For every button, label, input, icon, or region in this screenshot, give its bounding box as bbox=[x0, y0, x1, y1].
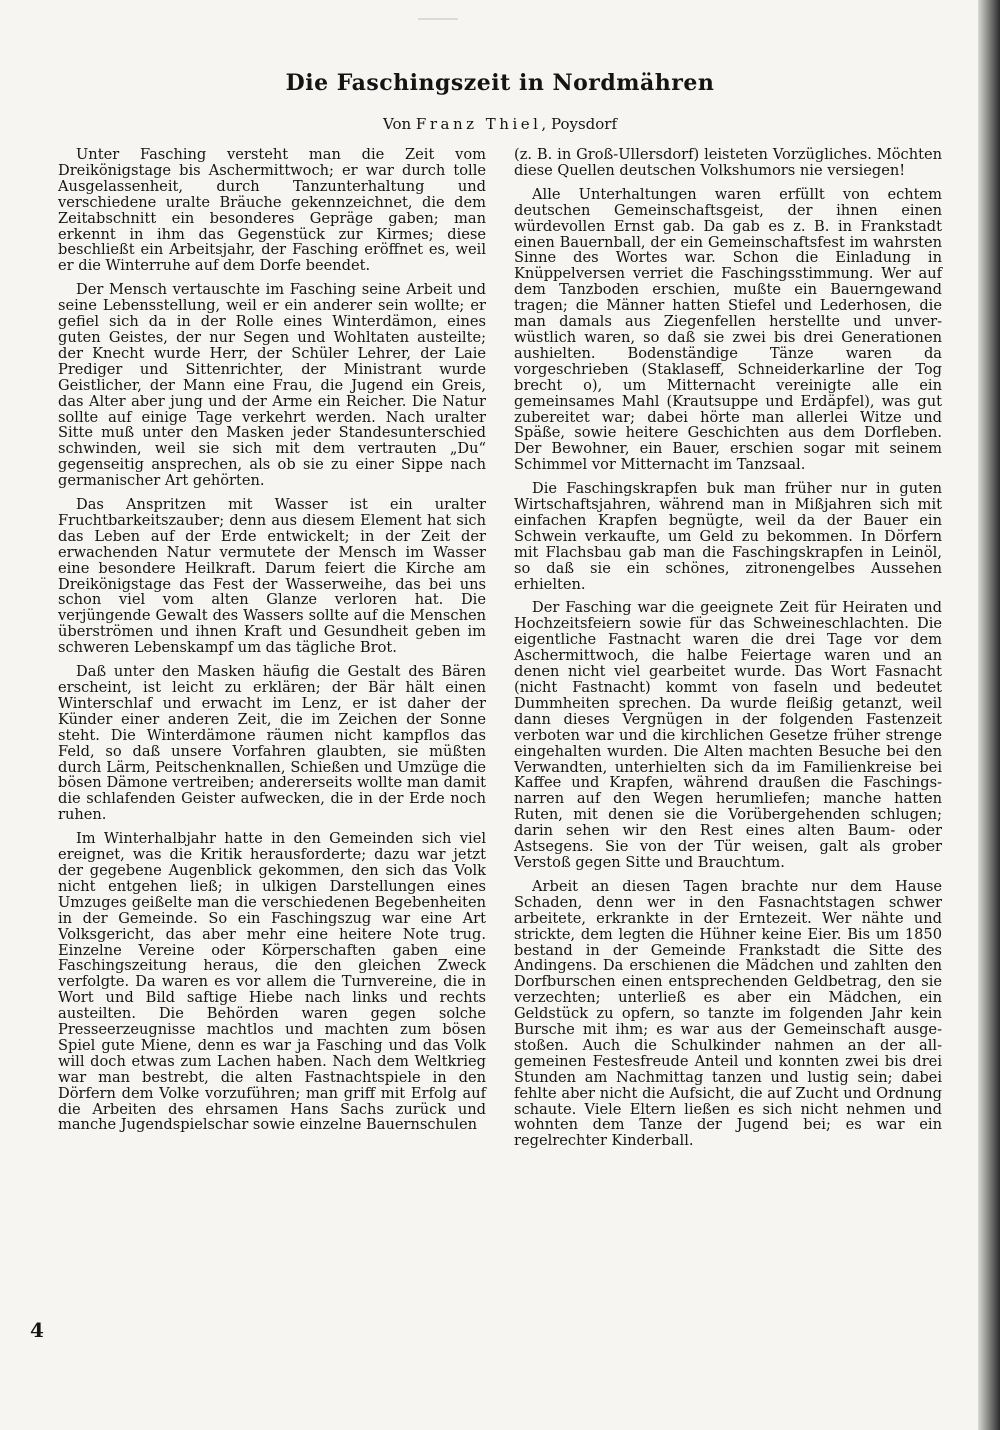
paragraph: Die Faschingskrapfen buk man früher nur in guten Wirtschaftsjahren, während man in Mißjahren sich mit einfachen Krapfen begnügte, weil da der Bauer ein Schwein verkaufte, um Geld zu bekommen. In Dörfern mit Flachsbau gab man die Faschingskrapfen in Leinöl, so daß sie ein schönes, zitronengelbes Aussehen erhielten. bbox=[514, 480, 942, 593]
paragraph: Unter Fasching versteht man die Zeit vom Dreikönigstage bis Aschermittwoch; er war durch tolle Ausgelassenheit, durch Tanzunterhaltung und verschiedene uralte Bräuche gekennzeichnet, die dem Zeitabschnitt ein besonderes Gepräge gaben; man erkennt in ihm das Gegenstück zur Kirmes; diese beschließt ein Arbeitsjahr, der Fasching eröffnet es, weil er die Winterruhe auf dem Dorfe beendet. bbox=[58, 146, 486, 275]
paragraph-continued: (z. B. in Groß-Ullersdorf) leisteten Vorzügliches. Möchten diese Quellen deutschen Volkshumors nie versiegen! bbox=[514, 146, 942, 179]
author-location: , Poysdorf bbox=[541, 115, 618, 133]
left-column bbox=[58, 147, 486, 1141]
author-name: Franz Thiel bbox=[415, 115, 542, 133]
faded-stamp bbox=[418, 18, 458, 40]
page-edge-shadow bbox=[978, 0, 1000, 1430]
byline bbox=[0, 115, 1000, 133]
paragraph: Arbeit an diesen Tagen brachte nur dem Hause Schaden, denn wer in den Fasnachtstagen schwer arbeitete, erkrankte in der Erntezeit. Wer nähte und strickte, dem legten die Hühner keine Eier. Bis um 1850 bestand in der Gemeinde Frankstadt die Sitte des Andingens. Da erschienen die Mädchen und zahlten den Dorfburschen einen entsprechenden Geldbetrag, den sie verzechten; unterließ es aber ein Mädchen, ein Geldstück zu opfern, so tanzte im folgenden Jahr kein Bursche mit ihm; es war aus der Gemeinschaft ausgestoßen. Auch die Schulkinder nahmen an der allgemeinen Festesfreude Anteil und konnten zwei bis drei Stunden am Nachmittag tanzen und lustig sein; dabei fehlte aber nicht die Aufsicht, die auf Zucht und Ordnung schaute. Viele Eltern ließen es sich nicht nehmen und wohnten dem Tanze der Jugend bei; es war ein regelrechter Kinderball. bbox=[514, 877, 942, 1150]
paragraph: Der Fasching war die geeignete Zeit für Heiraten und Hochzeitsfeiern sowie für das Schweineschlachten. Die eigentliche Fastnacht waren die drei Tage vor dem Aschermittwoch, die halbe Feiertage waren und an denen nicht viel gearbeitet wurde. Das Wort Fasnacht (nicht Fastnacht) kommt von faseln und bedeutet Dummheiten sprechen. Da wurde fleißig getanzt, weil dann dieses Vergnügen in der folgenden Fastenzeit verboten war und die kirchlichen Gesetze früher strenge eingehalten wurden. Die Alten machten Besuche bei den Verwandten, unterhielten sich da im Familienkreise bei Kaffee und Krapfen, während draußen die Faschingsnarren auf den Wegen herumliefen; manche hatten Ruten, mit denen sie die Vorübergehenden schlugen; darin sehen wir den Rest eines alten Baum- oder Astsegens. Sie von der Tür weisen, galt als grober Verstoß gegen Sitte und Brauchtum. bbox=[514, 599, 942, 871]
paragraph: Alle Unterhaltungen waren erfüllt von echtem deutschen Gemeinschaftsgeist, der ihnen einen würdevollen Ernst gab. Da gab es z. B. in Frankstadt einen Bauernball, der ein Gemeinschaftsfest im wahrsten Sinne des Wortes war. Schon die Einladung in Knüppelversen verriet die Faschingsstimmung. Wer auf dem Tanzboden erschien, mußte ein Bauerngewand tragen; die Männer hatten Stiefel und Lederhosen, die man damals aus Ziegenfellen herstellte und unverwüstlich waren, so daß sie zwei bis drei Generationen aushielten. Bodenständige Tänze waren da vorgeschrieben (Staklaseff, Schneiderkarline der Tog brecht o), um Mitternacht vereinigte alle ein gemeinsames Mahl (Krautsuppe und Erdäpfel), was gut zubereitet war; dabei hörte man allerlei Witze und Späße, sowie heitere Geschichten aus dem Dorfleben. Der Bewohner, ein Bauer, erschien sogar mit seinem Schimmel vor Mitternacht im Tanzsaal. bbox=[514, 185, 942, 474]
paragraph: Im Winterhalbjahr hatte in den Gemeinden sich viel ereignet, was die Kritik herausforderte; dazu war jetzt der gegebene Augenblick gekommen, den sich das Volk nicht entgehen ließ; in ulkigen Darstellungen eines Umzuges geißelte man die verschiedenen Begebenheiten in der Gemeinde. So ein Faschingszug war eine Art Volksgericht, das aber mehr eine heitere Note trug. Einzelne Vereine oder Körperschaften gaben eine Faschingszeitung heraus, die den gleichen Zweck verfolgte. Da waren es vor allem die Turnvereine, die in Wort und Bild saftige Hiebe nach links und rechts austeilten. Die Behörden waren gegen solche Presseerzeugnisse machtlos und machten zum bösen Spiel gute Miene, denn es war ja Fasching und das Volk will doch etwas zum Lachen haben. Nach dem Weltkrieg war man bestrebt, die alten Fastnachtspiele in den Dörfern dem Volke vorzuführen; man griff mit Erfolg auf die Arbeiten des ehrsamen Hans Sachs zurück und manche Jugendspielschar sowie einzelne Bauernschulen bbox=[58, 830, 486, 1134]
page-number: 4 bbox=[30, 1318, 44, 1342]
byline-prefix: Von bbox=[382, 115, 412, 133]
right-column bbox=[514, 147, 942, 1157]
paragraph: Der Mensch vertauschte im Fasching seine Arbeit und seine Lebensstellung, weil er ein anderer sein wollte; er gefiel sich da in der Rolle eines Winterdämon, eines guten Geistes, der nur Segen und Wohltaten austeilte; der Knecht wurde Herr, der Schüler Lehrer, der Laie Prediger und Sittenrichter, der Ministrant wurde Geistlicher, der Mann eine Frau, die Jugend ein Greis, das Alter aber jung und der Arme ein Reicher. Die Natur sollte auf einige Tage verkehrt werden. Nach uralter Sitte muß unter den Masken jeder Standesunterschied schwinden, weil sie sich mit dem vertrauten „Du“ gegenseitig ansprechen, als ob sie zu einer Sippe nach germanischer Art gehörten. bbox=[58, 281, 486, 490]
paragraph: Das Anspritzen mit Wasser ist ein uralter Fruchtbarkeitszauber; denn aus diesem Element hat sich das Leben auf der Erde entwickelt; in der Zeit der erwachenden Natur vermutete der Mensch im Wasser eine besondere Heilkraft. Darum feiert die Kirche am Dreikönigstage das Fest der Wasserweihe, das bei uns schon viel vom alten Glanze verloren hat. Die verjüngende Gewalt des Wassers sollte auf die Menschen überströmen und ihnen Kraft und Gesundheit geben im schweren Lebenskampf um das tägliche Brot. bbox=[58, 496, 486, 657]
paragraph: Daß unter den Masken häufig die Gestalt des Bären erscheint, ist leicht zu erklären; der Bär hält einen Winterschlaf und erwacht im Lenz, er ist daher der Künder einer anderen Zeit, die im Zeichen der Sonne steht. Die Winterdämone räumen nicht kampflos das Feld, so daß unsere Vorfahren glaubten, sie müßten durch Lärm, Peitschenknallen, Schießen und Umzüge die bösen Dämone vertreiben; andererseits wollte man damit die schlafenden Geister aufwecken, die in der Erde noch ruhen. bbox=[58, 663, 486, 824]
article-title: Die Faschingszeit in Nordmähren bbox=[285, 70, 715, 96]
